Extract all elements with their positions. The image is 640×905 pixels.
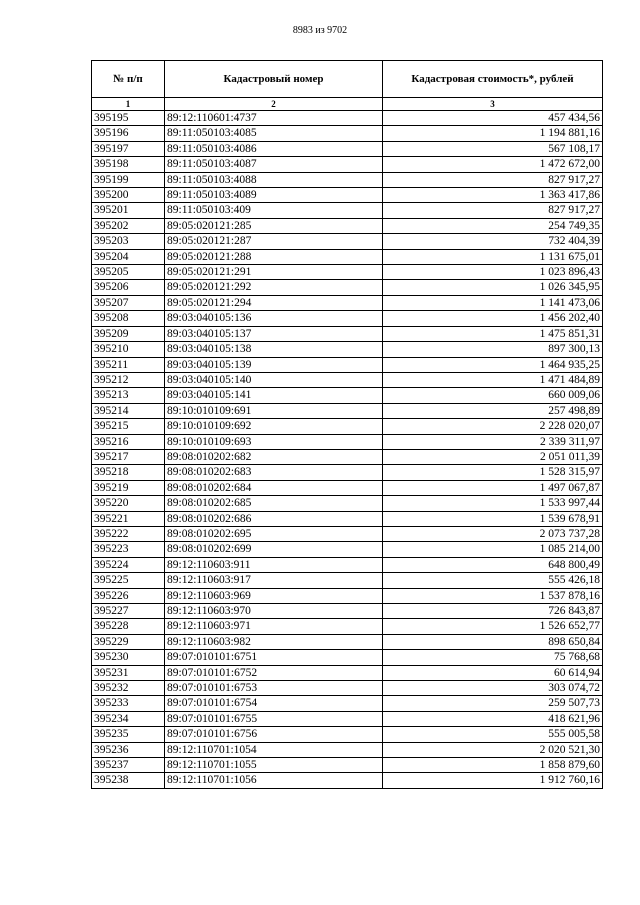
row-number-cell: 395233 bbox=[92, 696, 165, 711]
cadastral-number-cell: 89:05:020121:285 bbox=[165, 218, 383, 233]
table-row bbox=[92, 141, 603, 156]
cadastral-number-cell: 89:12:110603:917 bbox=[165, 573, 383, 588]
cadastral-number-cell: 89:07:010101:6752 bbox=[165, 665, 383, 680]
cadastral-number-cell: 89:11:050103:4088 bbox=[165, 172, 383, 187]
row-number-cell: 395238 bbox=[92, 773, 165, 788]
cadastral-value-cell: 2 339 311,97 bbox=[383, 434, 603, 449]
cadastral-value-cell: 1 471 484,89 bbox=[383, 372, 603, 387]
cadastral-number-cell: 89:10:010109:693 bbox=[165, 434, 383, 449]
cadastral-number-cell: 89:12:110701:1054 bbox=[165, 742, 383, 757]
table-row bbox=[92, 604, 603, 619]
table-row bbox=[92, 403, 603, 418]
table-row bbox=[92, 542, 603, 557]
cadastral-number-cell: 89:07:010101:6753 bbox=[165, 681, 383, 696]
cadastral-value-cell: 555 426,18 bbox=[383, 573, 603, 588]
table-row bbox=[92, 696, 603, 711]
table-row bbox=[92, 650, 603, 665]
row-number-cell: 395216 bbox=[92, 434, 165, 449]
table-row bbox=[92, 203, 603, 218]
row-number-cell: 395236 bbox=[92, 742, 165, 757]
cadastral-number-cell: 89:12:110603:970 bbox=[165, 604, 383, 619]
cadastral-number-cell: 89:10:010109:691 bbox=[165, 403, 383, 418]
row-number-cell: 395235 bbox=[92, 727, 165, 742]
cadastral-number-cell: 89:11:050103:4089 bbox=[165, 188, 383, 203]
row-number-cell: 395199 bbox=[92, 172, 165, 187]
row-number-cell: 395224 bbox=[92, 557, 165, 572]
cadastral-value-cell: 257 498,89 bbox=[383, 403, 603, 418]
cadastral-number-cell: 89:07:010101:6755 bbox=[165, 711, 383, 726]
table-row bbox=[92, 588, 603, 603]
table-row bbox=[92, 480, 603, 495]
cadastral-value-cell: 827 917,27 bbox=[383, 172, 603, 187]
cadastral-value-cell: 660 009,06 bbox=[383, 388, 603, 403]
cadastral-value-cell: 555 005,58 bbox=[383, 727, 603, 742]
cadastral-value-cell: 898 650,84 bbox=[383, 634, 603, 649]
cadastral-number-cell: 89:08:010202:686 bbox=[165, 511, 383, 526]
cadastral-number-cell: 89:08:010202:695 bbox=[165, 526, 383, 541]
row-number-cell: 395196 bbox=[92, 126, 165, 141]
cadastral-number-cell: 89:12:110603:971 bbox=[165, 619, 383, 634]
row-number-cell: 395204 bbox=[92, 249, 165, 264]
cadastral-value-cell: 1 526 652,77 bbox=[383, 619, 603, 634]
table-row bbox=[92, 665, 603, 680]
table-row bbox=[92, 388, 603, 403]
cadastral-value-cell: 1 464 935,25 bbox=[383, 357, 603, 372]
row-number-cell: 395227 bbox=[92, 604, 165, 619]
row-number-cell: 395231 bbox=[92, 665, 165, 680]
table-row bbox=[92, 265, 603, 280]
cadastral-value-cell: 1 456 202,40 bbox=[383, 311, 603, 326]
cadastral-value-cell: 827 917,27 bbox=[383, 203, 603, 218]
cadastral-value-cell: 303 074,72 bbox=[383, 681, 603, 696]
cadastral-number-cell: 89:11:050103:4087 bbox=[165, 157, 383, 172]
cadastral-value-cell: 60 614,94 bbox=[383, 665, 603, 680]
row-number-cell: 395217 bbox=[92, 449, 165, 464]
cadastral-value-cell: 732 404,39 bbox=[383, 234, 603, 249]
table-row bbox=[92, 172, 603, 187]
cadastral-number-cell: 89:12:110701:1056 bbox=[165, 773, 383, 788]
table-row bbox=[92, 372, 603, 387]
column-number-1: 1 bbox=[92, 98, 165, 111]
row-number-cell: 395203 bbox=[92, 234, 165, 249]
cadastral-value-cell: 1 085 214,00 bbox=[383, 542, 603, 557]
table-row bbox=[92, 218, 603, 233]
cadastral-number-cell: 89:11:050103:409 bbox=[165, 203, 383, 218]
cadastral-value-cell: 1 363 417,86 bbox=[383, 188, 603, 203]
cadastral-number-cell: 89:07:010101:6754 bbox=[165, 696, 383, 711]
column-number-row bbox=[92, 98, 603, 111]
cadastral-number-cell: 89:11:050103:4086 bbox=[165, 141, 383, 156]
table-row bbox=[92, 465, 603, 480]
row-number-cell: 395219 bbox=[92, 480, 165, 495]
cadastral-value-cell: 259 507,73 bbox=[383, 696, 603, 711]
row-number-cell: 395234 bbox=[92, 711, 165, 726]
cadastral-number-cell: 89:08:010202:683 bbox=[165, 465, 383, 480]
cadastral-value-cell: 1 194 881,16 bbox=[383, 126, 603, 141]
row-number-cell: 395222 bbox=[92, 526, 165, 541]
cadastral-number-cell: 89:08:010202:699 bbox=[165, 542, 383, 557]
cadastral-value-cell: 254 749,35 bbox=[383, 218, 603, 233]
table-row bbox=[92, 681, 603, 696]
cadastral-value-cell: 1 858 879,60 bbox=[383, 758, 603, 773]
cadastral-number-cell: 89:05:020121:292 bbox=[165, 280, 383, 295]
table-row bbox=[92, 634, 603, 649]
row-number-cell: 395200 bbox=[92, 188, 165, 203]
row-number-cell: 395213 bbox=[92, 388, 165, 403]
table-row bbox=[92, 496, 603, 511]
row-number-cell: 395223 bbox=[92, 542, 165, 557]
header-row-number: № п/п bbox=[92, 61, 165, 98]
row-number-cell: 395208 bbox=[92, 311, 165, 326]
cadastral-value-cell: 2 051 011,39 bbox=[383, 449, 603, 464]
cadastral-value-cell: 1 539 678,91 bbox=[383, 511, 603, 526]
table-row bbox=[92, 111, 603, 126]
row-number-cell: 395210 bbox=[92, 342, 165, 357]
row-number-cell: 395230 bbox=[92, 650, 165, 665]
cadastral-value-cell: 1 533 997,44 bbox=[383, 496, 603, 511]
cadastral-value-cell: 1 537 878,16 bbox=[383, 588, 603, 603]
table-row bbox=[92, 742, 603, 757]
table-row bbox=[92, 234, 603, 249]
cadastral-value-cell: 2 228 020,07 bbox=[383, 419, 603, 434]
row-number-cell: 395202 bbox=[92, 218, 165, 233]
cadastral-value-cell: 567 108,17 bbox=[383, 141, 603, 156]
cadastral-value-cell: 1 141 473,06 bbox=[383, 295, 603, 310]
table-row bbox=[92, 773, 603, 788]
cadastral-number-cell: 89:03:040105:141 bbox=[165, 388, 383, 403]
row-number-cell: 395226 bbox=[92, 588, 165, 603]
row-number-cell: 395214 bbox=[92, 403, 165, 418]
row-number-cell: 395205 bbox=[92, 265, 165, 280]
table-row bbox=[92, 419, 603, 434]
cadastral-value-cell: 457 434,56 bbox=[383, 111, 603, 126]
table-row bbox=[92, 434, 603, 449]
table-row bbox=[92, 188, 603, 203]
cadastral-number-cell: 89:03:040105:138 bbox=[165, 342, 383, 357]
row-number-cell: 395215 bbox=[92, 419, 165, 434]
table-row bbox=[92, 619, 603, 634]
cadastral-number-cell: 89:12:110601:4737 bbox=[165, 111, 383, 126]
row-number-cell: 395229 bbox=[92, 634, 165, 649]
table-row bbox=[92, 511, 603, 526]
row-number-cell: 395197 bbox=[92, 141, 165, 156]
row-number-cell: 395198 bbox=[92, 157, 165, 172]
table-row bbox=[92, 249, 603, 264]
table-body bbox=[92, 111, 603, 789]
cadastral-value-cell: 1 475 851,31 bbox=[383, 326, 603, 341]
table-row bbox=[92, 311, 603, 326]
row-number-cell: 395201 bbox=[92, 203, 165, 218]
cadastral-number-cell: 89:12:110603:982 bbox=[165, 634, 383, 649]
row-number-cell: 395207 bbox=[92, 295, 165, 310]
row-number-cell: 395237 bbox=[92, 758, 165, 773]
cadastral-value-cell: 1 497 067,87 bbox=[383, 480, 603, 495]
cadastral-value-cell: 1 131 675,01 bbox=[383, 249, 603, 264]
cadastral-number-cell: 89:05:020121:287 bbox=[165, 234, 383, 249]
table-row bbox=[92, 711, 603, 726]
table-row bbox=[92, 758, 603, 773]
page-number-header: 8983 из 9702 bbox=[292, 25, 348, 36]
table-row bbox=[92, 157, 603, 172]
cadastral-value-cell: 897 300,13 bbox=[383, 342, 603, 357]
cadastral-value-cell: 1 472 672,00 bbox=[383, 157, 603, 172]
row-number-cell: 395209 bbox=[92, 326, 165, 341]
row-number-cell: 395212 bbox=[92, 372, 165, 387]
cadastral-number-cell: 89:05:020121:288 bbox=[165, 249, 383, 264]
cadastral-value-cell: 1 023 896,43 bbox=[383, 265, 603, 280]
cadastral-number-cell: 89:07:010101:6756 bbox=[165, 727, 383, 742]
row-number-cell: 395232 bbox=[92, 681, 165, 696]
cadastral-number-cell: 89:03:040105:139 bbox=[165, 357, 383, 372]
cadastral-value-cell: 726 843,87 bbox=[383, 604, 603, 619]
row-number-cell: 395225 bbox=[92, 573, 165, 588]
cadastral-value-cell: 418 621,96 bbox=[383, 711, 603, 726]
cadastral-number-cell: 89:07:010101:6751 bbox=[165, 650, 383, 665]
cadastral-number-cell: 89:12:110603:911 bbox=[165, 557, 383, 572]
header-cadastral-value: Кадастровая стоимость*, рублей bbox=[383, 61, 603, 98]
cadastral-number-cell: 89:12:110603:969 bbox=[165, 588, 383, 603]
table-header-row bbox=[92, 61, 603, 98]
row-number-cell: 395218 bbox=[92, 465, 165, 480]
cadastral-number-cell: 89:03:040105:137 bbox=[165, 326, 383, 341]
table-row bbox=[92, 357, 603, 372]
table-row bbox=[92, 557, 603, 572]
table-row bbox=[92, 727, 603, 742]
cadastral-value-table bbox=[91, 60, 603, 789]
table-row bbox=[92, 526, 603, 541]
cadastral-number-cell: 89:11:050103:4085 bbox=[165, 126, 383, 141]
row-number-cell: 395206 bbox=[92, 280, 165, 295]
table-row bbox=[92, 295, 603, 310]
table-row bbox=[92, 573, 603, 588]
cadastral-number-cell: 89:10:010109:692 bbox=[165, 419, 383, 434]
cadastral-number-cell: 89:05:020121:291 bbox=[165, 265, 383, 280]
cadastral-number-cell: 89:03:040105:140 bbox=[165, 372, 383, 387]
table-row bbox=[92, 449, 603, 464]
cadastral-number-cell: 89:08:010202:685 bbox=[165, 496, 383, 511]
cadastral-value-cell: 2 073 737,28 bbox=[383, 526, 603, 541]
cadastral-value-cell: 75 768,68 bbox=[383, 650, 603, 665]
column-number-3: 3 bbox=[383, 98, 603, 111]
cadastral-value-cell: 2 020 521,30 bbox=[383, 742, 603, 757]
cadastral-value-cell: 1 528 315,97 bbox=[383, 465, 603, 480]
cadastral-value-cell: 1 026 345,95 bbox=[383, 280, 603, 295]
row-number-cell: 395220 bbox=[92, 496, 165, 511]
cadastral-number-cell: 89:12:110701:1055 bbox=[165, 758, 383, 773]
row-number-cell: 395221 bbox=[92, 511, 165, 526]
cadastral-number-cell: 89:08:010202:682 bbox=[165, 449, 383, 464]
cadastral-number-cell: 89:03:040105:136 bbox=[165, 311, 383, 326]
header-cadastral-number: Кадастровый номер bbox=[165, 61, 383, 98]
table-row bbox=[92, 280, 603, 295]
row-number-cell: 395228 bbox=[92, 619, 165, 634]
table-row bbox=[92, 326, 603, 341]
row-number-cell: 395211 bbox=[92, 357, 165, 372]
cadastral-number-cell: 89:05:020121:294 bbox=[165, 295, 383, 310]
cadastral-value-cell: 648 800,49 bbox=[383, 557, 603, 572]
cadastral-number-cell: 89:08:010202:684 bbox=[165, 480, 383, 495]
cadastral-value-cell: 1 912 760,16 bbox=[383, 773, 603, 788]
table-row bbox=[92, 342, 603, 357]
column-number-2: 2 bbox=[165, 98, 383, 111]
table-row bbox=[92, 126, 603, 141]
row-number-cell: 395195 bbox=[92, 111, 165, 126]
